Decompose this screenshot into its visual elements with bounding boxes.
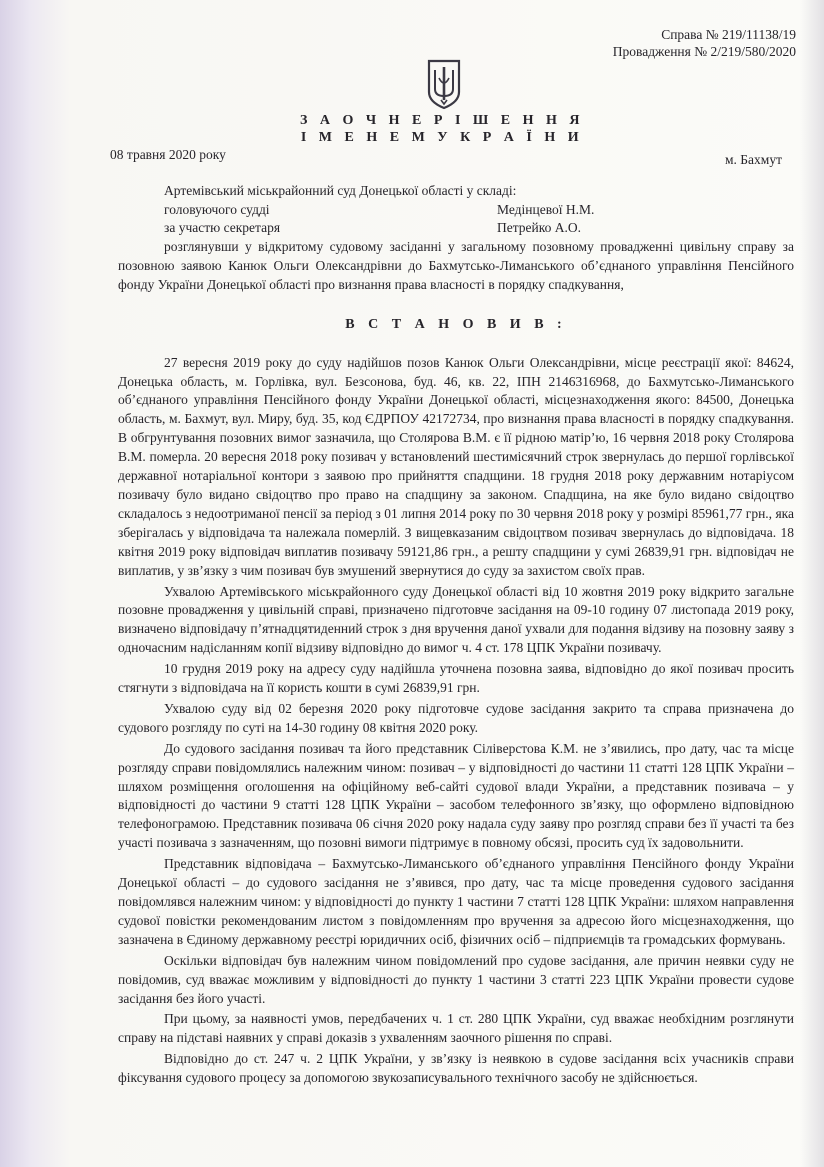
decision-city: м. Бахмут [725,152,782,167]
decision-date: 08 травня 2020 року [110,147,226,162]
paragraph: Відповідно до ст. 247 ч. 2 ЦПК України, у зв’язку із неявкою в судове засідання всіх учасників справи фіксування судового процесу за допомогою звукозаписувального технічного засобу не здійснюється. [118,1051,794,1086]
paragraph: 10 грудня 2019 року на адресу суду надійшла уточнена позовна заява, відповідно до якої позивач просить стягнути з відповідача на її користь кошти в сумі 26839,91 грн. [118,661,794,696]
paragraph: 27 вересня 2019 року до суду надійшов позов Канюк Ольги Олександрівни, місце реєстрації якої: 84624, Донецька область, м. Горлівка, вул. Безсонова, буд. 46, кв. 22, ІПН 2146316968, до Бахмутсько-Лиманського об’єднаного управління Пенсійного фонду України Донецької області, місцезнаходження якого: 84500, Донецька область, м. Бахмут, вул. Миру, буд. 35, код ЄДРПОУ 42172734, про визнання права власності в порядку спадкування. В обгрунтування позовних вимог зазначила, що Столярова В.М. є її рідною матір’ю, 16 червня 2018 року Столярова В.М. померла. 20 вересня 2018 року позивач у встановлений шестимісячний строк звернулась до першої горлівської державної нотаріальної контори з заявою про прийняття спадщини. 18 грудня 2018 року державним нотаріусом позивачу було видано свідоцтво про право на спадщину за законом. Спадщина, на яке було видано свідоцтво складалось з недоотриманої пенсії за період з 01 липня 2014 року по 30 червня 2018 року у розмірі 85961,77 грн., яка зберігалась у відповідача та належала померлій. З вищевказаним свідоцтвом позивач звернулась до відповідача. 18 квітня 2019 року відповідач виплатив позивачу 59121,86 грн., а решту спадщини у сумі 26839,91 грн. відповідач не виплатив, у зв’язку з чим позивач був змушений звернутися до суду за захистом своїх прав. [118,354,794,578]
court-composition: Артемівський міськрайонний суд Донецької області у складі: [164,183,517,198]
paragraph: Ухвалою Артемівського міськрайонного суду Донецької області від 10 жовтня 2019 року відкрито загальне позовне провадження у цивільній справі, призначено підготовче засідання на 09-10 годину 07 листопада 2019 року, визначено відповідачу п’ятнадцятиденний строк з дня вручення даної ухвали для подання відзиву на позовну заяву з одночасним надісланням копії відзиву відповідно до вимог ч. 4 ст. 178 ЦПК України позивачу. [118,583,794,656]
scan-edge-shadow [800,0,824,1167]
secretary-name: Петрейко А.О. [497,220,582,235]
paragraph: Представник відповідача – Бахмутсько-Лиманського об’єднаного управління Пенсійного фонду України Донецької області – до судового засідання не з’явився, про дату, час та місце проведення судового засідання повідомлявся належним чином: у відповідності до пункту 1 частини 7 статті 128 ЦПК України: шляхом направлення судової повістки рекомендованим листом з повідомленням про вручення за адресою його місцезнаходження, що зазначена в Єдиному державному реєстрі юридичних осіб, фізичних осіб – підприємців та громадських формувань. [118,856,794,947]
document-subtitle: І М Е Н Е М У К Р А Ї Н И [300,130,584,145]
paragraph: Ухвалою суду від 02 березня 2020 року підготовче судове засідання закрито та справа призначена до судового розгляду по суті на 14-30 годину 08 квітня 2020 року. [118,700,794,735]
proceeding-number: Провадження № 2/219/580/2020 [612,44,796,59]
paragraph: До судового засідання позивач та його представник Сіліверстова К.М. не з’явились, про дату, час та місце розгляду справи повідомлялись належним чином: позивач – у відповідності до частини 11 статті 128 ЦПК України – шляхом розміщення оголошення на офіційному веб-сайті судової влади України, а представник позивача – у відповідності до частини 9 статті 128 ЦПК України – засобом телефонного зв’язку, що оформлено відповідною телефонограмою. Представник позивача 06 січня 2020 року надала суду заяву про розгляд справи без її участі та без участі позивача з зазначенням, що позовні вимоги підтримує в повному обсязі, просить суд їх задовольнити. [118,740,794,851]
section-heading: В С Т А Н О В И В : [345,316,567,332]
judge-label: головуючого судді [164,202,270,217]
case-header [613,26,796,60]
document-body [118,238,794,1088]
judge-name: Медінцевої Н.М. [497,202,595,217]
case-number: Справа № 219/11138/19 [661,27,796,42]
document-title: З А О Ч Н Е Р І Ш Е Н Н Я [300,113,584,128]
intro-paragraph: розглянувши у відкритому судовому засіданні у загальному позовному провадженні цивільну справу за позовною заявою Канюк Ольги Олександрівни до Бахмутсько-Лиманського об’єднаного управління Пенсійного фонду України Донецької області про визнання права власності в порядку спадкування, [118,239,794,292]
coat-of-arms-icon [426,58,462,110]
secretary-label: за участю секретаря [164,220,281,235]
paragraph: Оскільки відповідач був належним чином повідомлений про судове засідання, але причин неявки суду не повідомив, суд вважає можливим у відповідності до пункту 1 частини 3 статті 223 ЦПК України провести судове засідання без його участі. [118,952,794,1006]
paragraph: При цьому, за наявності умов, передбачених ч. 1 ст. 280 ЦПК України, суд вважає необхідним розглянути справу на підставі наявних у справі доказів з ухваленням заочного рішення по справі. [118,1011,794,1046]
